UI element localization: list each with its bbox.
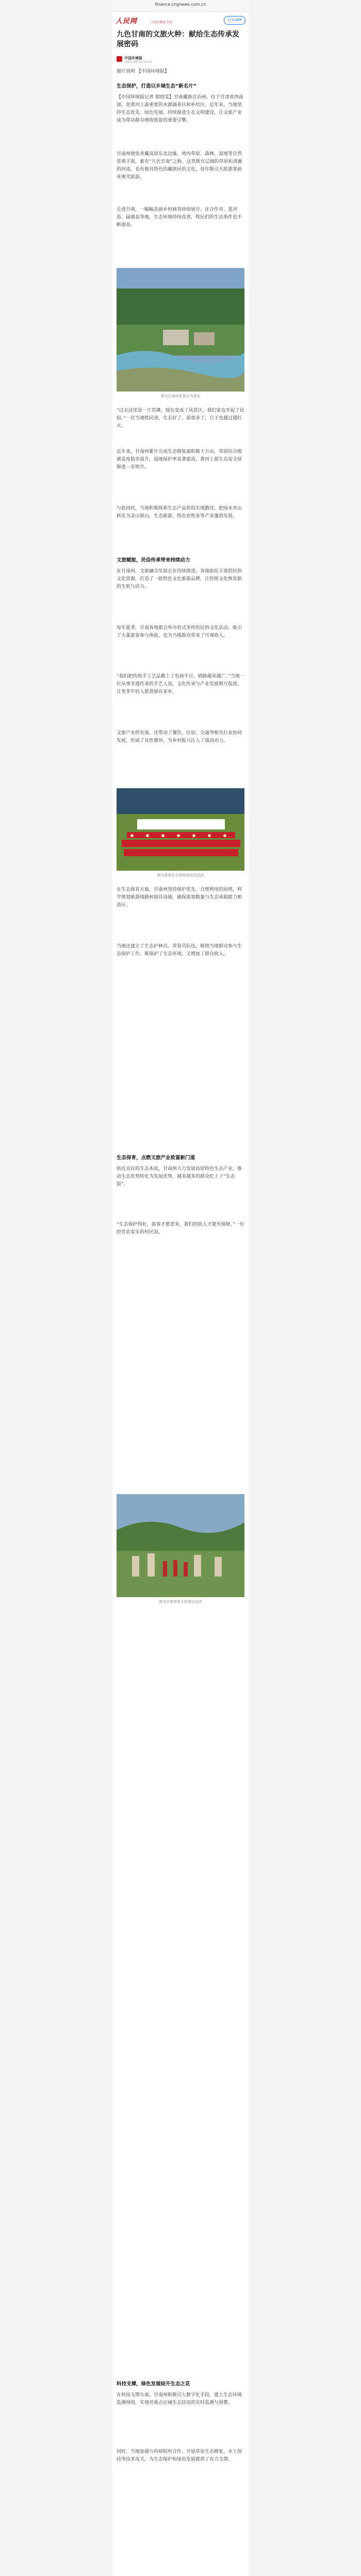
image-caption-3: 图为甘南草原上的演出活动	[159, 1600, 202, 1604]
image-caption-2: 图为游客在甘南参加民俗活动	[157, 873, 204, 877]
article-image-2	[117, 788, 244, 871]
paragraph-9: “我们把传统手工艺品搬上了电商平台，销路越来越广。”当地一位从事非遗传承的手艺人说，文化传承与产业发展相互促进，让更多年轻人愿意留在家乡。	[117, 674, 244, 694]
paragraph-1: 【中国环境报记者 郭晓雯】甘南藏族自治州，位于甘肃省西南部，是黄河上游重要的水源涵养区和补给区。近年来，当地坚持生态优先、绿色发展，持续推进生态文明建设，让文旅产业成为带动群众增收致富的重要引擎。	[117, 95, 243, 123]
paragraph-5: 近年来，甘南州累计完成生态修复面积数十万亩，草原综合植被盖度稳步提升，湿地保护率显著提高，黄河上游生态安全屏障进一步筑牢。	[117, 449, 242, 470]
paragraph-10: 文旅产业的发展，还带动了餐饮、住宿、交通等相关行业协同发展，形成了良性循环，为乡村振兴注入了强劲动力。	[117, 731, 242, 743]
paragraph-7: 在甘南州，文旅融合发展正在持续推进。各地依托丰富的民俗文化资源，打造了一批特色文化旅游品牌，让传统文化焕发新的生机与活力。	[117, 569, 242, 589]
source-icon	[117, 56, 122, 62]
article-byline	[117, 56, 244, 64]
article-title: 九色甘南的文旅火种：献给生态传承发展密码	[117, 30, 239, 48]
paragraph-16: 同时，当地加强与科研院所合作，开展草原生态修复、水土保持等技术攻关，为生态保护和绿色发展提供了有力支撑。	[117, 2449, 242, 2462]
browser-url-bar[interactable]	[112, 0, 249, 12]
paragraph-6: 与此同时，当地积极探索生态产品价值实现路径，把绿水青山转化为金山银山，生态旅游、特色农牧业等产业蓬勃发展。	[117, 506, 242, 519]
paragraph-2: 甘南州地处青藏高原东北边缘，境内草原、森林、湿地等自然景观丰富，素有“九色甘南”之称。这里既有辽阔的草原和清澈的河流，也有独具特色的藏族民俗文化，每年吸引大批游客前来观光旅游。	[117, 151, 242, 180]
section-heading-3: 生态保育，点燃文旅产业致富新门道	[117, 1155, 195, 1161]
paragraph-15: 在科技支撑方面，甘南州积极引入数字化手段，建立生态环境监测网络，实现对重点区域生态状况的实时监测与预警。	[117, 2393, 242, 2405]
paragraph-13: 依托良好的生态本底，甘南州大力发展高原特色生态产业，推动生态优势转化为发展优势，越来越多的群众吃上了“生态饭”。	[117, 1166, 242, 1187]
paragraph-4: “过去这里是一片荒滩，现在变成了风景区，我们家也开起了民宿。”一位当地牧民说，生态好了，游客多了，日子也越过越红火。	[117, 408, 244, 429]
paragraph-3: 走进甘南，一幅幅美丽乡村画卷徐徐展开。在合作市、夏河县、碌曲县等地，生态环境持续改善，牧民们的生活条件也不断提高。	[117, 207, 242, 228]
section-heading-4: 科技支撑，绿色发展绽开生态之花	[117, 2381, 190, 2387]
paragraph-14: “生态保护得好，游客才愿意来，我们的收入才能有保障。”一位经营农家乐的村民说。	[117, 1222, 244, 1235]
image-caption-1: 图为甘南州某景区内景色	[160, 394, 201, 398]
section-heading-1: 生态保护，打造以乡域生态“新名片”	[117, 83, 196, 89]
article-image-1	[117, 268, 244, 392]
section-heading-2: 文旅赋能，民俗传承带来持续动力	[117, 557, 190, 563]
paragraph-11: 在生态保育方面，甘南州坚持保护优先、合理利用的原则，科学规划旅游线路和接待设施，确保游客数量与生态承载能力相适应。	[117, 887, 242, 908]
open-app-button[interactable]: 打开APP	[224, 16, 245, 25]
article-image-3	[117, 1494, 244, 1597]
paragraph-8: 每年夏季，甘南各地都会举办形式多样的民俗文化活动，吸引了大量游客参与体验，也为当地群众带来了可观收入。	[117, 625, 242, 638]
site-logo-subtitle: 人民日报社主办	[151, 21, 173, 24]
url-text: finance.cngnews.com.cn	[155, 2, 206, 7]
article-time: 2023-08-22 09:20	[124, 60, 153, 64]
site-header	[112, 13, 249, 27]
article-source[interactable]: 中国环境报	[124, 56, 142, 60]
article-lead: 图片说明 【中国环境报】	[117, 69, 169, 74]
paragraph-12: 当地还建立了生态护林员、草管员队伍，吸纳当地群众参与生态保护工作，既保护了生态环境，又增加了群众收入。	[117, 944, 242, 957]
site-logo[interactable]: 人民网	[116, 18, 138, 25]
